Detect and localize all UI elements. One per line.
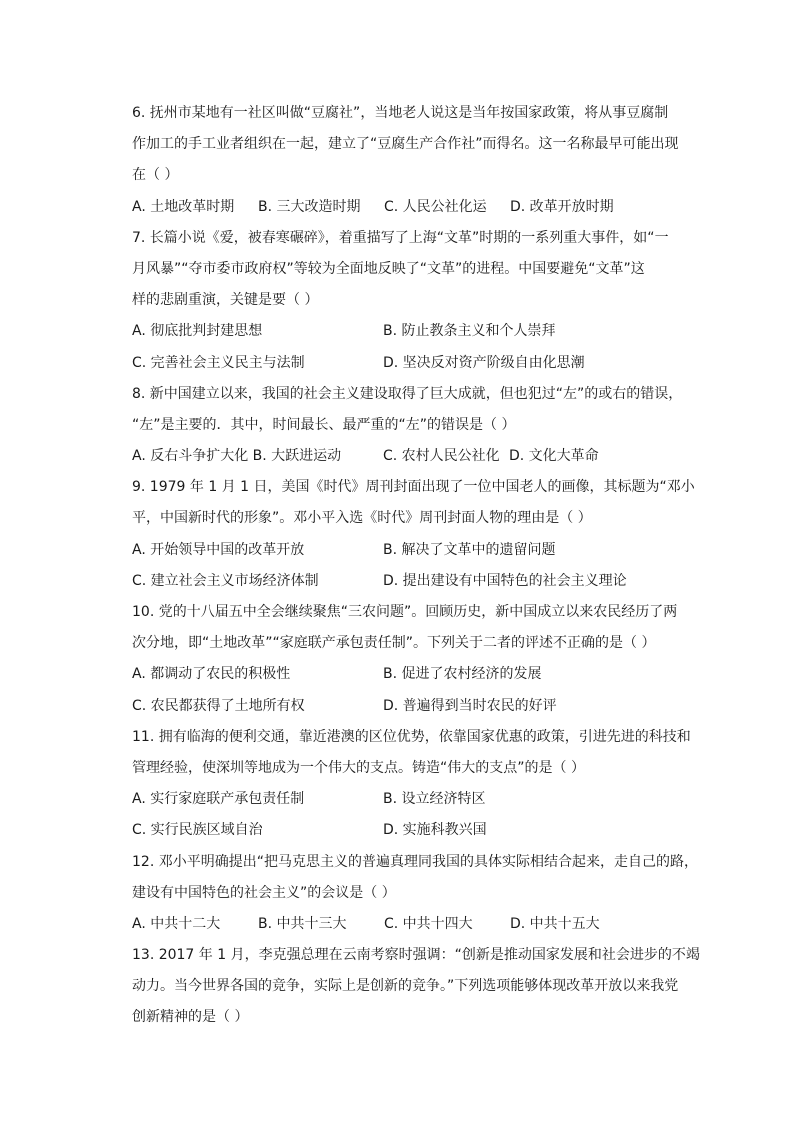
question-text-line: 动力。当今世界各国的竞争，实际上是创新的竞争。”下列选项能够体现改革开放以来我党 xyxy=(132,978,679,995)
question-10 xyxy=(132,597,692,722)
option-b[interactable]: B. 设立经济特区 xyxy=(383,791,486,808)
option-b[interactable]: B. 中共十三大 xyxy=(258,915,347,932)
option-c[interactable]: C. 实行民族区域自治 xyxy=(132,822,263,839)
question-text-line: 12. 邓小平明确提出“把马克思主义的普遍真理同我国的具体实际相结合起来，走自己的路， xyxy=(132,853,698,870)
option-d[interactable]: D. 改革开放时期 xyxy=(510,198,614,215)
question-12 xyxy=(132,847,698,941)
option-d[interactable]: D. 坚决反对资产阶级自由化思潮 xyxy=(383,354,585,371)
question-6 xyxy=(132,98,692,223)
option-a[interactable]: A. 开始领导中国的改革开放 xyxy=(132,541,305,558)
option-c[interactable]: C. 农村人民公社化 xyxy=(383,448,500,465)
question-11 xyxy=(132,722,692,847)
option-a[interactable]: A. 中共十二大 xyxy=(132,915,221,932)
options-row xyxy=(132,566,692,597)
options-row xyxy=(132,659,692,690)
question-text-line: “左”是主要的．其中，时间最长、最严重的“左”的错误是（ ） xyxy=(132,416,516,433)
option-a[interactable]: A. 都调动了农民的积极性 xyxy=(132,666,291,683)
question-7 xyxy=(132,223,692,379)
question-13 xyxy=(132,940,700,1034)
option-a[interactable]: A. 彻底批判封建思想 xyxy=(132,323,263,340)
question-text-line: 作加工的手工业者组织在一起，建立了“豆腐生产合作社”而得名。这一名称最早可能出现 xyxy=(132,136,679,153)
options-row xyxy=(132,348,692,379)
option-d[interactable]: D. 中共十五大 xyxy=(510,915,600,932)
question-text-line: 13. 2017 年 1 月，李克强总理在云南考察时强调：“创新是推动国家发展和社会进步的不竭 xyxy=(132,947,700,964)
option-c[interactable]: C. 建立社会主义市场经济体制 xyxy=(132,572,319,589)
question-text-line: 8. 新中国建立以来，我国的社会主义建设取得了巨大成就，但也犯过“左”的或右的错误， xyxy=(132,385,683,402)
question-text-line: 平，中国新时代的形象”。邓小平入选《时代》周刊封面人物的理由是（ ） xyxy=(132,510,592,527)
option-d[interactable]: D. 实施科教兴国 xyxy=(383,822,487,839)
options-row xyxy=(132,316,692,347)
question-text-line: 样的悲剧重演，关键是要（ ） xyxy=(132,292,319,309)
question-text-line: 次分地，即“土地改革”“家庭联产承包责任制”。下列关于二者的评述不正确的是（ ） xyxy=(132,635,656,652)
question-8 xyxy=(132,379,692,473)
question-text-line: 7. 长篇小说《爱，被春寒碾碎》，着重描写了上海“文革”时期的一系列重大事件，如“一 xyxy=(132,229,669,246)
options-row xyxy=(132,441,692,472)
options-row xyxy=(132,535,692,566)
option-b[interactable]: B. 促进了农村经济的发展 xyxy=(383,666,542,683)
options-row xyxy=(132,815,692,846)
options-row xyxy=(132,192,692,223)
option-b[interactable]: B. 解决了文革中的遗留问题 xyxy=(383,541,556,558)
question-text-line: 管理经验，使深圳等地成为一个伟大的支点。铸造“伟大的支点”的是（ ） xyxy=(132,759,585,776)
options-row xyxy=(132,909,692,940)
option-a[interactable]: A. 实行家庭联产承包责任制 xyxy=(132,791,305,808)
question-text-line: 在（ ） xyxy=(132,167,179,184)
option-c[interactable]: C. 人民公社化运 xyxy=(384,198,487,215)
option-d[interactable]: D. 普遍得到当时农民的好评 xyxy=(383,697,557,714)
question-text-line: 建设有中国特色的社会主义”的会议是（ ） xyxy=(132,884,396,901)
question-text-line: 6. 抚州市某地有一社区叫做“豆腐社”，当地老人说这是当年按国家政策，将从事豆腐制 xyxy=(132,105,669,121)
option-d[interactable]: D. 文化大革命 xyxy=(509,448,599,465)
question-9 xyxy=(132,472,695,597)
option-c[interactable]: C. 中共十四大 xyxy=(384,915,473,932)
question-list xyxy=(132,98,700,1034)
options-row xyxy=(132,691,692,722)
option-a[interactable]: A. 土地改革时期 xyxy=(132,198,235,215)
question-text-line: 11. 拥有临海的便利交通，靠近港澳的区位优势，依靠国家优惠的政策，引进先进的科技和 xyxy=(132,728,691,745)
option-b[interactable]: B. 防止教条主义和个人崇拜 xyxy=(383,323,556,340)
option-c[interactable]: C. 完善社会主义民主与法制 xyxy=(132,354,305,371)
option-d[interactable]: D. 提出建设有中国特色的社会主义理论 xyxy=(383,572,627,589)
options-row xyxy=(132,784,692,815)
option-b[interactable]: B. 三大改造时期 xyxy=(258,198,361,215)
question-text-line: 9. 1979 年 1 月 1 日，美国《时代》周刊封面出现了一位中国老人的画像，其标题为“邓小 xyxy=(132,479,695,496)
question-text-line: 创新精神的是（ ） xyxy=(132,1009,249,1026)
option-a-b[interactable]: A. 反右斗争扩大化 B. 大跃进运动 xyxy=(132,448,342,465)
question-text-line: 10. 党的十八届五中全会继续聚焦“三农问题”。回顾历史，新中国成立以来农民经历了两 xyxy=(132,604,678,620)
option-c[interactable]: C. 农民都获得了土地所有权 xyxy=(132,697,305,714)
question-text-line: 月风暴”“夺市委市政府权”等较为全面地反映了“文革”的进程。中国要避免“文革”这 xyxy=(132,260,645,277)
